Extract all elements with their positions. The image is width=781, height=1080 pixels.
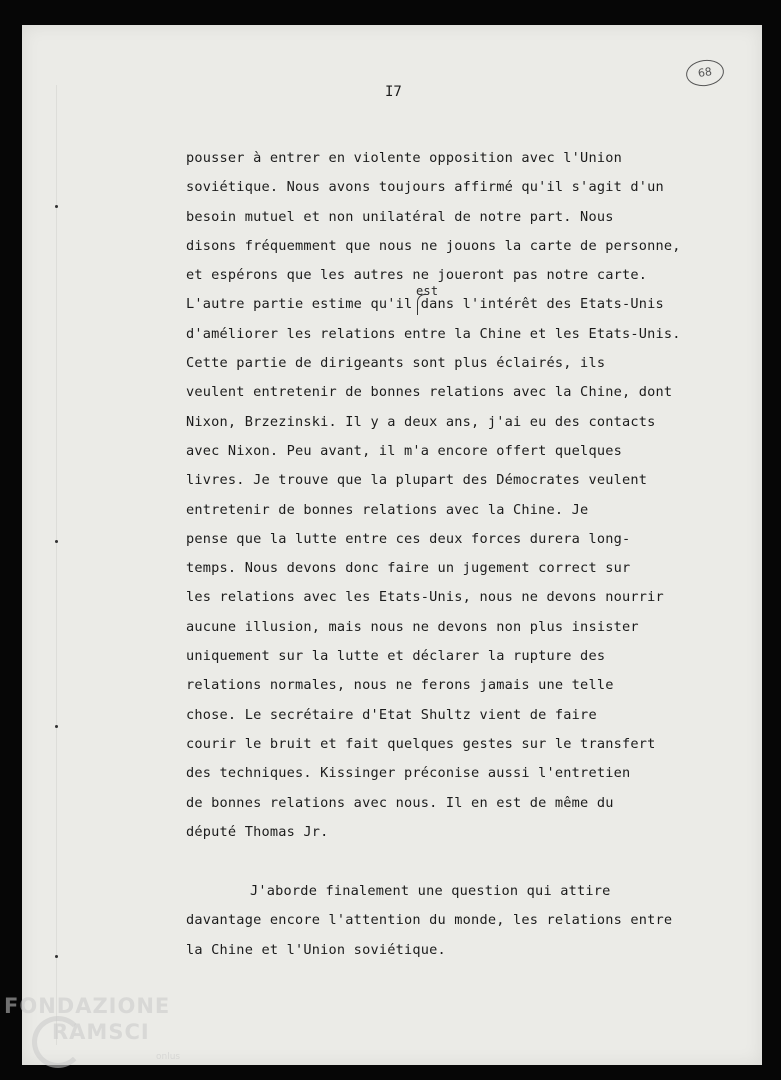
text-line: courir le bruit et fait quelques gestes sur le transfert — [186, 735, 656, 752]
text-line: des techniques. Kissinger préconise aussi l'entretien — [186, 765, 631, 782]
text-line: entretenir de bonnes relations avec la Chine. Je — [186, 501, 589, 518]
watermark-line1: FONDAZIONE — [4, 994, 171, 1018]
watermark-line2: RAMSCI — [52, 1020, 150, 1044]
text-line: de bonnes relations avec nous. Il en est de même du — [186, 794, 614, 811]
typed-text-body — [186, 144, 746, 965]
text-line: Nixon, Brzezinski. Il y a deux ans, j'ai eu des contacts — [186, 413, 656, 430]
binding-strip — [56, 85, 65, 1045]
archive-watermark-logo — [4, 994, 194, 1074]
text-line: la Chine et l'Union soviétique. — [186, 941, 446, 958]
punch-mark — [55, 540, 58, 543]
text-line: chose. Le secrétaire d'Etat Shultz vient de faire — [186, 706, 597, 723]
text-line: pousser à entrer en violente opposition avec l'Union — [186, 150, 622, 166]
text-line: et espérons que les autres ne joueront pas notre carte. — [186, 267, 648, 284]
text-line: Cette partie de dirigeants sont plus éclairés, ils — [186, 355, 606, 372]
text-line: L'autre partie estime qu'il dans l'intérêt des Etats-Unis — [186, 296, 664, 313]
paragraph-gap — [186, 847, 746, 877]
text-line: disons fréquemment que nous ne jouons la carte de personne, — [186, 237, 681, 254]
punch-mark — [55, 955, 58, 958]
text-line: davantage encore l'attention du monde, les relations entre — [186, 912, 673, 929]
text-line: veulent entretenir de bonnes relations avec la Chine, dont — [186, 384, 673, 401]
text-line: relations normales, nous ne ferons jamais une telle — [186, 677, 614, 694]
text-line: livres. Je trouve que la plupart des Démocrates veulent — [186, 472, 648, 489]
handwritten-insertion: est — [416, 284, 439, 299]
punch-mark — [55, 205, 58, 208]
text-line: soviétique. Nous avons toujours affirmé qu'il s'agit d'un — [186, 179, 664, 196]
text-line: d'améliorer les relations entre la Chine et les Etats-Unis. — [186, 325, 681, 342]
watermark-sub: onlus — [156, 1052, 181, 1062]
punch-mark — [55, 725, 58, 728]
text-line: temps. Nous devons donc faire un jugement correct sur — [186, 560, 631, 577]
text-line-with-insertion — [186, 284, 746, 319]
text-line: aucune illusion, mais nous ne devons non plus insister — [186, 618, 639, 635]
text-line: pense que la lutte entre ces deux forces durera long- — [186, 530, 631, 547]
text-line: député Thomas Jr. — [186, 823, 329, 840]
insertion-mark — [417, 294, 428, 315]
text-line: uniquement sur la lutte et déclarer la rupture des — [186, 648, 606, 665]
archive-stamp: 68 — [684, 57, 725, 88]
text-line: J'aborde finalement une question qui attire — [250, 883, 611, 900]
text-line: avec Nixon. Peu avant, il m'a encore offert quelques — [186, 442, 622, 459]
text-line: les relations avec les Etats-Unis, nous ne devons nourrir — [186, 589, 664, 606]
page-number: I7 — [385, 84, 402, 100]
text-line: besoin mutuel et non unilatéral de notre part. Nous — [186, 208, 614, 225]
